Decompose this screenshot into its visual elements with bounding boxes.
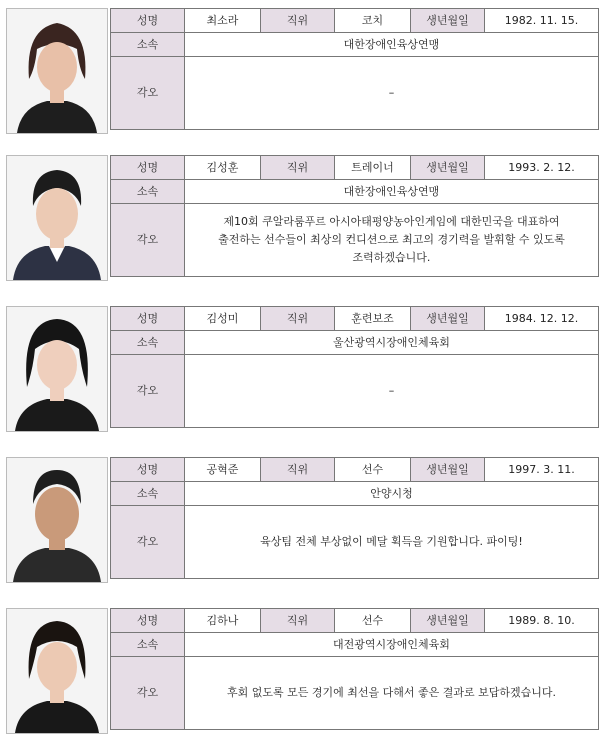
affiliation-label: 소속 bbox=[111, 331, 185, 355]
name-value: 김성미 bbox=[185, 307, 261, 331]
profile-photo bbox=[6, 457, 108, 583]
position-label: 직위 bbox=[261, 609, 335, 633]
birth-label: 생년월일 bbox=[411, 307, 485, 331]
position-value: 선수 bbox=[335, 458, 411, 482]
profile-table bbox=[110, 306, 599, 428]
affiliation-label: 소속 bbox=[111, 180, 185, 204]
resolve-value: 후회 없도록 모든 경기에 최선을 다해서 좋은 결과로 보답하겠습니다. bbox=[185, 657, 599, 730]
birth-value: 1984. 12. 12. bbox=[485, 307, 599, 331]
birth-label: 생년월일 bbox=[411, 458, 485, 482]
resolve-value: 육상팀 전체 부상없이 메달 획득을 기원합니다. 파이팅! bbox=[185, 506, 599, 579]
resolve-value: – bbox=[185, 57, 599, 130]
birth-value: 1982. 11. 15. bbox=[485, 9, 599, 33]
affiliation-label: 소속 bbox=[111, 482, 185, 506]
name-label: 성명 bbox=[111, 458, 185, 482]
resolve-label: 각오 bbox=[111, 657, 185, 730]
name-label: 성명 bbox=[111, 156, 185, 180]
resolve-value bbox=[185, 204, 599, 277]
resolve-label: 각오 bbox=[111, 204, 185, 277]
profile-table bbox=[110, 608, 599, 730]
profile-table bbox=[110, 155, 599, 277]
profile-photo bbox=[6, 155, 108, 281]
affiliation-value: 대한장애인육상연맹 bbox=[185, 33, 599, 57]
position-value: 코치 bbox=[335, 9, 411, 33]
name-label: 성명 bbox=[111, 307, 185, 331]
affiliation-value: 안양시청 bbox=[185, 482, 599, 506]
birth-value: 1997. 3. 11. bbox=[485, 458, 599, 482]
resolve-label: 각오 bbox=[111, 57, 185, 130]
birth-value: 1989. 8. 10. bbox=[485, 609, 599, 633]
affiliation-value: 대한장애인육상연맹 bbox=[185, 180, 599, 204]
name-value: 공혁준 bbox=[185, 458, 261, 482]
resolve-label: 각오 bbox=[111, 355, 185, 428]
name-label: 성명 bbox=[111, 609, 185, 633]
name-label: 성명 bbox=[111, 9, 185, 33]
position-label: 직위 bbox=[261, 156, 335, 180]
affiliation-value: 울산광역시장애인체육회 bbox=[185, 331, 599, 355]
position-value: 트레이너 bbox=[335, 156, 411, 180]
resolve-label: 각오 bbox=[111, 506, 185, 579]
affiliation-label: 소속 bbox=[111, 33, 185, 57]
profile-photo bbox=[6, 8, 108, 134]
resolve-line: 제10회 쿠알라룸푸르 아시아태평양농아인게임에 대한민국을 대표하여 bbox=[223, 215, 560, 228]
resolve-line: 조력하겠습니다. bbox=[352, 251, 431, 264]
profile-photo bbox=[6, 608, 108, 734]
position-value: 선수 bbox=[335, 609, 411, 633]
resolve-value: – bbox=[185, 355, 599, 428]
position-value: 훈련보조 bbox=[335, 307, 411, 331]
affiliation-value: 대전광역시장애인체육회 bbox=[185, 633, 599, 657]
birth-label: 생년월일 bbox=[411, 156, 485, 180]
profile-photo bbox=[6, 306, 108, 432]
name-value: 김하나 bbox=[185, 609, 261, 633]
name-value: 최소라 bbox=[185, 9, 261, 33]
affiliation-label: 소속 bbox=[111, 633, 185, 657]
profile-table bbox=[110, 457, 599, 579]
profile-table bbox=[110, 8, 599, 130]
position-label: 직위 bbox=[261, 307, 335, 331]
resolve-line: 출전하는 선수들이 최상의 컨디션으로 최고의 경기력을 발휘할 수 있도록 bbox=[218, 233, 565, 246]
position-label: 직위 bbox=[261, 9, 335, 33]
position-label: 직위 bbox=[261, 458, 335, 482]
birth-label: 생년월일 bbox=[411, 9, 485, 33]
birth-label: 생년월일 bbox=[411, 609, 485, 633]
birth-value: 1993. 2. 12. bbox=[485, 156, 599, 180]
name-value: 김성훈 bbox=[185, 156, 261, 180]
